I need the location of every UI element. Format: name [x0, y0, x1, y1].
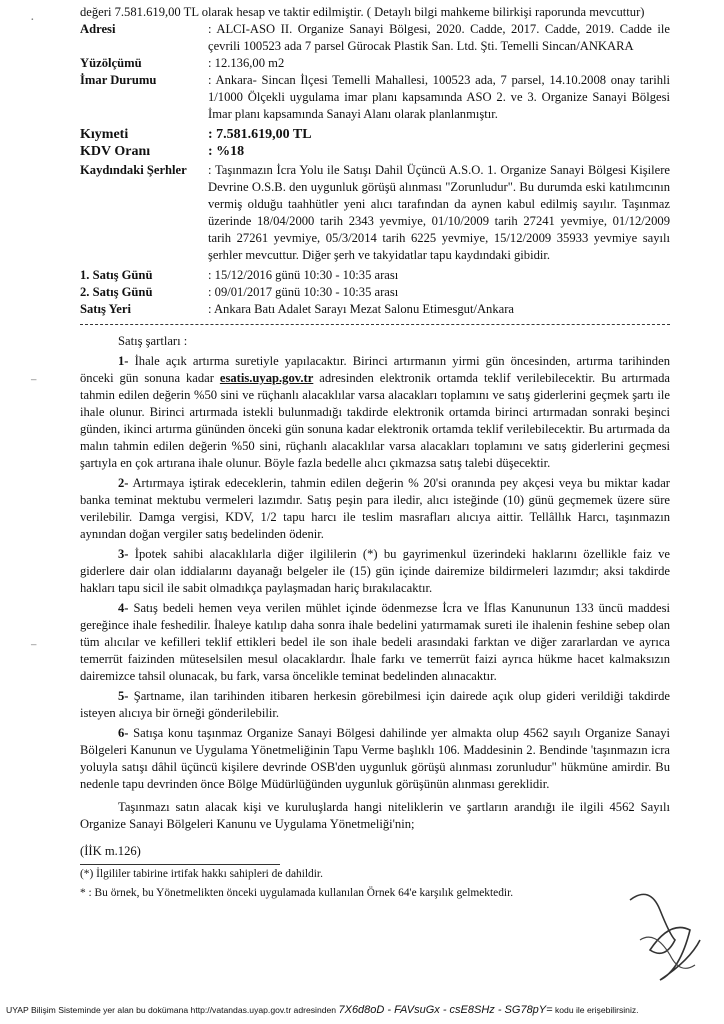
area-label: Yüzölçümü	[80, 56, 142, 70]
condition-3-text: İpotek sahibi alacaklılarla diğer ilgililerin (*) bu gayrimenkul üzerindeki haklarını özellikle faiz ve giderlere dair olan iddialarını dayanağı belgeler ile (15) gün içinde dairemize bildirmeleri lazımdır; aksi takdirde hakları tapu sicil ile sabit olmadıkça paylaşmadan hariç bırakılacaktır.	[80, 547, 670, 595]
sale2-value: : 09/01/2017 günü 10:30 - 10:35 arası	[208, 285, 399, 299]
address-label: Adresi	[80, 22, 116, 36]
condition-6	[80, 725, 670, 793]
address-value: : ALCI-ASO II. Organize Sanayi Bölgesi, 2020. Cadde, 2017. Cadde, 2019. Cadde ile çevrili 100523 ada 7 parsel Gürocak Plastik San. Ltd. Şti. Temelli Sincan/ANKARA	[208, 22, 670, 53]
conditions-title: Satış şartları :	[118, 334, 188, 348]
annotations-value: : Taşınmazın İcra Yolu ile Satışı Dahil Üçüncü A.S.O. 1. Organize Sanayi Bölgesi Kişilere Devrine O.S.B. den uygunluk görüşü alınması "Zorunludur". Bu durumda eski katılımcının vermiş olduğu taahhütler yeni alıcı tarafından da aynen kabul edilmiş sayılır. Taşınmaz üzerinde 18/04/2000 tarih 2343 yevmiye, 01/10/2009 tarih 27241 yevmiye, 01/12/2009 tarih 27261 yevmiye, 05/3/2014 tarih 6225 yevmiye, 15/12/2009 35933 yevmiye sayılı şerhler mevcuttur. Diğer şerh ve takyidatlar tapu kaydındaki gibidir.	[208, 163, 670, 262]
annotations-row	[80, 162, 670, 264]
vat-value: : %18	[208, 144, 245, 159]
condition-1	[80, 353, 670, 472]
footer-end: kodu ile erişebilirsiniz.	[554, 1005, 639, 1015]
footnote-2: * : Bu örnek, bu Yönetmelikten önceki uygulamada kullanılan Örnek 64'e karşılık gelmektedir.	[80, 887, 514, 899]
condition-6-number: 6-	[118, 726, 129, 740]
condition-2-number: 2-	[118, 476, 129, 490]
condition-4-text: Satış bedeli hemen veya verilen mühlet içinde ödenmezse İcra ve İflas Kanununun 133 üncü maddesi gereğince ihale feshedilir. İhaleye katılıp daha sonra ihale bedelini yatırmamak sureti ile ihalenin feshine sebep olan tüm alıcılar ve kefilleri teklif ettikleri bedel ile son ihale bedeli arasındaki farktan ve diğer zararlardan ve ayrıca temerrüt faizinden müteselsilen mesul olacaklardır. İhale farkı ve temerrüt faizi ayrıca hükme hacet kalmaksızın dairemizce tahsil olunacak, bu fark, varsa öncelikle teminat bedelinden alınacaktır.	[80, 601, 670, 683]
margin-mark-icon: ⁻	[30, 641, 38, 656]
condition-3	[80, 546, 670, 597]
condition-4-number: 4-	[118, 601, 129, 615]
condition-5-text: Şartname, ilan tarihinden itibaren herkesin görebilmesi için dairede açık olup gideri verildiği takdirde isteyen alıcıya bir örneği gönderilebilir.	[80, 689, 670, 720]
zoning-value: : Ankara- Sincan İlçesi Temelli Mahallesi, 100523 ada, 7 parsel, 14.10.2008 onay tarihli 1/1000 Ölçekli uygulama imar planı kapsamında ASO 2. ve 3. Organize Sanayi Bölgesi İmar planı kapsamında Sanayi Alanı olarak planlanmıştır.	[208, 73, 670, 121]
place-row	[80, 301, 670, 318]
closing-paragraph: Taşınmazı satın alacak kişi ve kuruluşlarda hangi niteliklerin ve şartların arandığı ile ilgili 4562 Sayılı Organize Sanayi Bölgeleri Kanunu ve Uygulama Yönetmeliği'nin;	[80, 800, 670, 831]
condition-5-number: 5-	[118, 689, 129, 703]
condition-1-text-a: İhale açık artırma suretiyle yapılacaktır. Birinci artırmanın yirmi gün öncesinden, artırma tarihinden önceki gün sonuna kadar	[80, 354, 670, 385]
access-code: 7X6d8oD - FAVsuGx - csE8SHz - SG78pY=	[338, 1004, 553, 1016]
place-value: : Ankara Batı Adalet Sarayı Mezat Salonu Etimesgut/Ankara	[208, 302, 515, 316]
vat-label: KDV Oranı	[80, 144, 151, 159]
footer-text: UYAP Bilişim Sisteminde yer alan bu dokümana http://vatandas.uyap.gov.tr adresinden	[6, 1005, 337, 1015]
value-label: Kıymeti	[80, 127, 129, 142]
address-row	[80, 21, 670, 55]
vat-row	[80, 143, 670, 160]
esatis-link[interactable]: esatis.uyap.gov.tr	[219, 371, 314, 385]
footnote-divider	[80, 864, 280, 865]
sale2-label: 2. Satış Günü	[80, 285, 153, 299]
sale1-value: : 15/12/2016 günü 10:30 - 10:35 arası	[208, 268, 399, 282]
area-value: : 12.136,00 m2	[208, 56, 285, 70]
intro-line: değeri 7.581.619,00 TL olarak hesap ve taktir edilmiştir. ( Detaylı bilgi mahkeme bilirkişi raporunda mevcuttur)	[80, 5, 645, 19]
condition-1-text-b: adresinden elektronik ortamda teklif verilebilecektir. Bu artırmada tahmin edilen değerin %50 sini ve rüçhanlı alacaklılar varsa alacakları toplamını ve satış giderlerini geçmek şartı ile ihale olunur. Birinci artırmada istekli bulunmadığı takdirde elektronik ortamda birinci artırmadan sonraki beşinci günden, ikinci artırma gününden önceki gün sonuna kadar elektronik ortamda teklif verilebilecektir. Bu artırmada da malın tahmin edilen değerin %50 sini, rüçhanlı alacaklılar varsa alacakları toplamını ve satış giderlerini geçmesi şartıyla en çok artırana ihale olunur. Böyle fazla bedelle alıcı çıkmazsa satış talebi düşecektir.	[80, 371, 670, 470]
sale1-label: 1. Satış Günü	[80, 268, 153, 282]
zoning-row	[80, 72, 670, 123]
annotations-label: Kaydındaki Şerhler	[80, 163, 187, 177]
margin-mark-icon: ·	[30, 13, 35, 28]
sale1-row	[80, 267, 670, 284]
condition-5	[80, 688, 670, 722]
condition-6-text: Satışa konu taşınmaz Organize Sanayi Bölgesi dahilinde yer almakta olup 4562 sayılı Organize Sanayi Bölgeleri Kanunun ve Uygulama Yönetmeliğinin Tapu Verme başlıklı 106. Maddesinin 2. Bendinde 'taşınmazın icra yoluyla satışı dâhil üçüncü kişilere devrinde OSB'den uygunluk görüşü alınması zorunludur" hükmüne amirdir. Bu nedenle tapu devrinden önce Bölge Müdürlüğünden uygunluk görüşünün alınması gereklidir.	[80, 726, 670, 791]
footer	[6, 1005, 718, 1016]
condition-3-number: 3-	[118, 547, 129, 561]
value-amount: : 7.581.619,00 TL	[208, 127, 312, 142]
iik-reference: (İİK m.126)	[80, 844, 141, 858]
signature-icon	[620, 880, 710, 990]
area-row	[80, 55, 670, 72]
document-body	[80, 4, 670, 901]
value-row	[80, 126, 670, 143]
zoning-label: İmar Durumu	[80, 73, 157, 87]
condition-2-text: Artırmaya iştirak edeceklerin, tahmin edilen değerin % 20'si oranında pey akçesi veya bu miktar kadar banka teminat mektubu vermeleri lazımdır. Satış peşin para iledir, alıcı isteğinde (10) günü geçmemek üzere süre verilebilir. Damga vergisi, KDV, 1/2 tapu harcı ile teslim masrafları alıcıya aittir. Tellâllık Harcı, taşınmazın aynından doğan vergiler satış bedelinden ödenir.	[80, 476, 670, 541]
condition-4	[80, 600, 670, 685]
condition-2	[80, 475, 670, 543]
footnote-1: (*) İlgililer tabirine irtifak hakkı sahipleri de dahildir.	[80, 868, 323, 880]
margin-mark-icon: ⁻	[30, 376, 38, 391]
place-label: Satış Yeri	[80, 302, 131, 316]
condition-1-number: 1-	[118, 354, 129, 368]
sale2-row	[80, 284, 670, 301]
divider	[80, 324, 670, 325]
